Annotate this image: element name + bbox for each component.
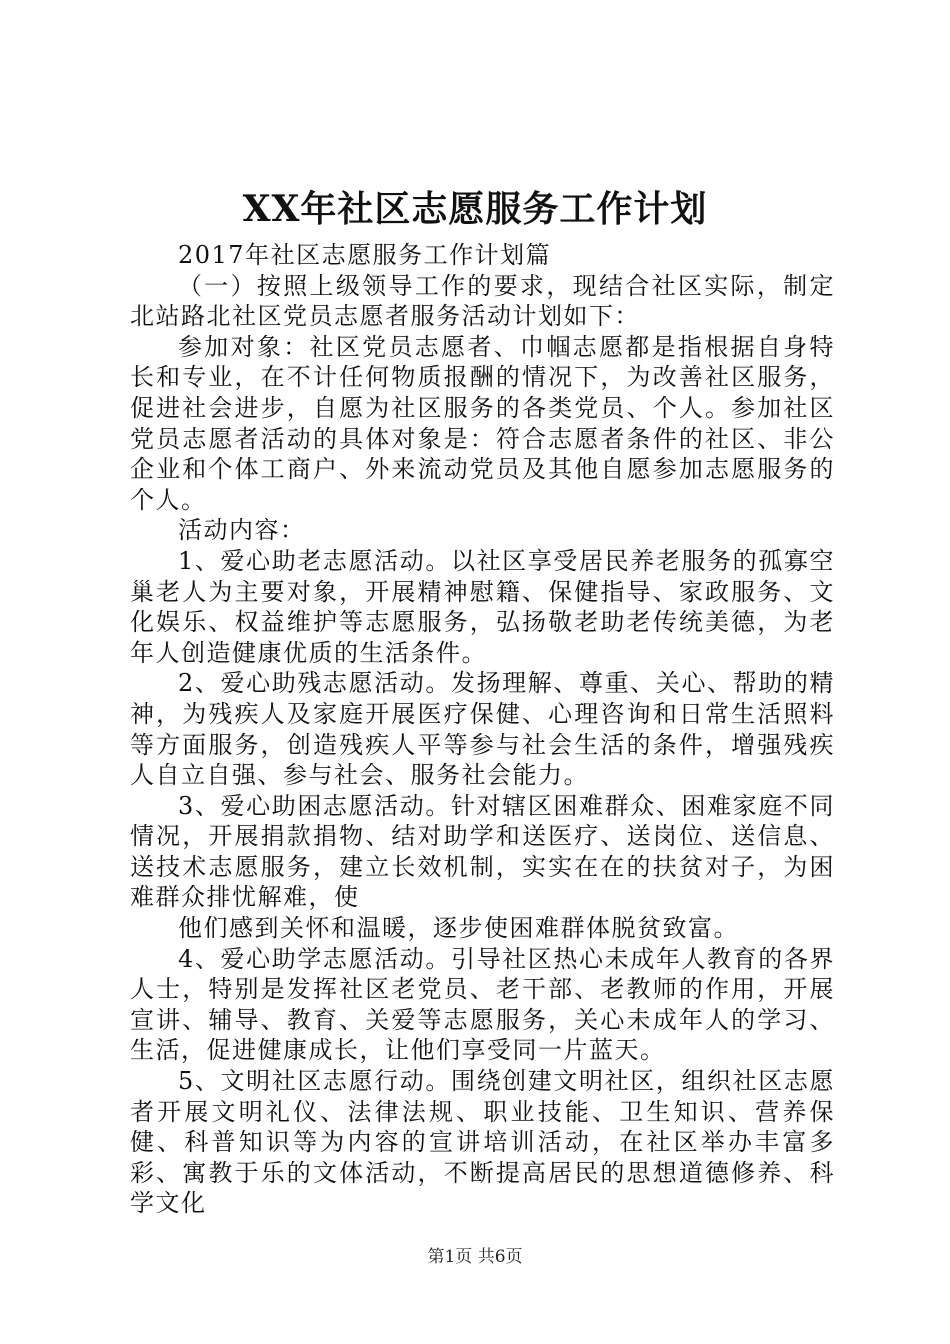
paragraph-item-4: 4、爱心助学志愿活动。引导社区热心未成年人教育的各界人士，特别是发挥社区老党员、老干部、老教师的作用，开展宣讲、辅导、教育、关爱等志愿服务，关心未成年人的学习、生活，促进健康成长，让他们享受同一片蓝天。 xyxy=(130,944,835,1065)
paragraph-item-1: 1、爱心助老志愿活动。以社区享受居民养老服务的孤寡空巢老人为主要对象，开展精神慰籍、保健指导、家政服务、文化娱乐、权益维护等志愿服务，弘扬敬老助老传统美德，为老年人创造健康优质的生活条件。 xyxy=(130,546,835,667)
document-body xyxy=(130,240,835,1219)
paragraph-item-5: 5、文明社区志愿行动。围绕创建文明社区，组织社区志愿者开展文明礼仪、法律法规、职业技能、卫生知识、营养保健、科普知识等为内容的宣讲培训活动，在社区举办丰富多彩、寓教于乐的文体活动，不断提高居民的思想道德修养、科学文化 xyxy=(130,1067,835,1218)
page-footer: 第1页 共6页 xyxy=(427,1247,523,1267)
paragraph-content-label: 活动内容： xyxy=(178,516,306,545)
paragraph-heading: 2017年社区志愿服务工作计划篇 xyxy=(178,241,552,269)
document-title: XX年社区志愿服务工作计划 xyxy=(242,188,708,230)
paragraph-item-2: 2、爱心助残志愿活动。发扬理解、尊重、关心、帮助的精神，为残疾人及家庭开展医疗保健、心理咨询和日常生活照料等方面服务，创造残疾人平等参与社会生活的条件，增强残疾人自立自强、参与社会、服务社会能力。 xyxy=(130,669,835,790)
paragraph-item-3-continued: 他们感到关怀和温暖，逐步使困难群体脱贫致富。 xyxy=(178,914,739,943)
paragraph-intro: （一）按照上级领导工作的要求，现结合社区实际，制定北站路北社区党员志愿者服务活动计划如下： xyxy=(130,271,835,331)
paragraph-item-3: 3、爱心助困志愿活动。针对辖区困难群众、困难家庭不同情况，开展捐款捐物、结对助学和送医疗、送岗位、送信息、送技术志愿服务，建立长效机制，实实在在的扶贫对子，为困难群众排忧解难，使 xyxy=(130,791,835,912)
paragraph-participants: 参加对象：社区党员志愿者、巾帼志愿都是指根据自身特长和专业，在不计任何物质报酬的情况下，为改善社区服务，促进社会进步，自愿为社区服务的各类党员、个人。参加社区党员志愿者活动的具体对象是：符合志愿者条件的社区、非公企业和个体工商户、外来流动党员及其他自愿参加志愿服务的个人。 xyxy=(130,332,835,514)
